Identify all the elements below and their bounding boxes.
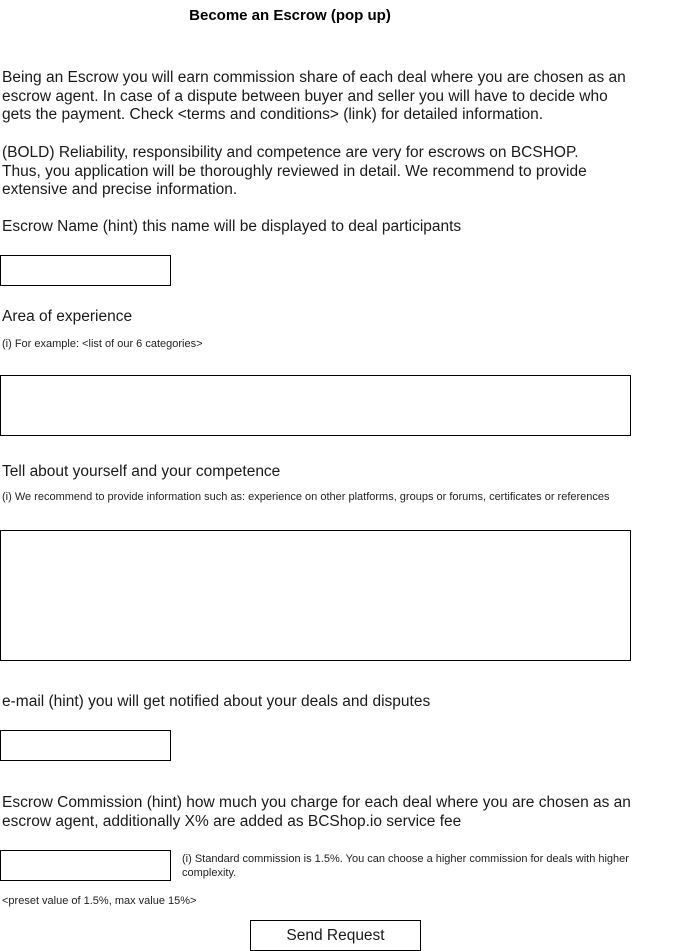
about-label: Tell about yourself and your competence bbox=[2, 463, 281, 480]
commission-label: Escrow Commission (hint) how much you charge for each deal where you are chosen as an escrow agent, additionally X% are added as BCShop.io service fee bbox=[2, 794, 631, 830]
about-textarea[interactable] bbox=[0, 530, 631, 661]
area-of-experience-label: Area of experience bbox=[2, 308, 133, 325]
commission-preset-note: <preset value of 1.5%, max value 15%> bbox=[2, 895, 197, 907]
area-of-experience-textarea[interactable] bbox=[0, 375, 631, 436]
popup-title: Become an Escrow (pop up) bbox=[189, 7, 391, 24]
email-label: e-mail (hint) you will get notified about your deals and disputes bbox=[2, 693, 431, 710]
escrow-name-input[interactable] bbox=[0, 255, 171, 286]
escrow-name-label: Escrow Name (hint) this name will be displayed to deal participants bbox=[2, 218, 462, 235]
area-of-experience-hint: (i) For example: <list of our 6 categories> bbox=[2, 338, 203, 350]
email-input[interactable] bbox=[0, 730, 171, 761]
commission-hint: (i) Standard commission is 1.5%. You can choose a higher commission for deals with higher complexity. bbox=[182, 853, 629, 879]
about-hint: (i) We recommend to provide information such as: experience on other platforms, groups or forums, certificates or references bbox=[2, 491, 610, 503]
commission-input[interactable] bbox=[0, 850, 171, 881]
send-request-button[interactable]: Send Request bbox=[250, 920, 421, 951]
intro-paragraph: Being an Escrow you will earn commission share of each deal where you are chosen as an escrow agent. In case of a dispute between buyer and seller you will have to decide who gets the payment. Check <terms and conditions> (link) for detailed information. bbox=[2, 69, 626, 123]
review-notice-paragraph: (BOLD) Reliability, responsibility and competence are very for escrows on BCSHOP. Thus, you application will be thoroughly reviewed in detail. We recommend to provide extensive and precise information. bbox=[2, 144, 587, 198]
